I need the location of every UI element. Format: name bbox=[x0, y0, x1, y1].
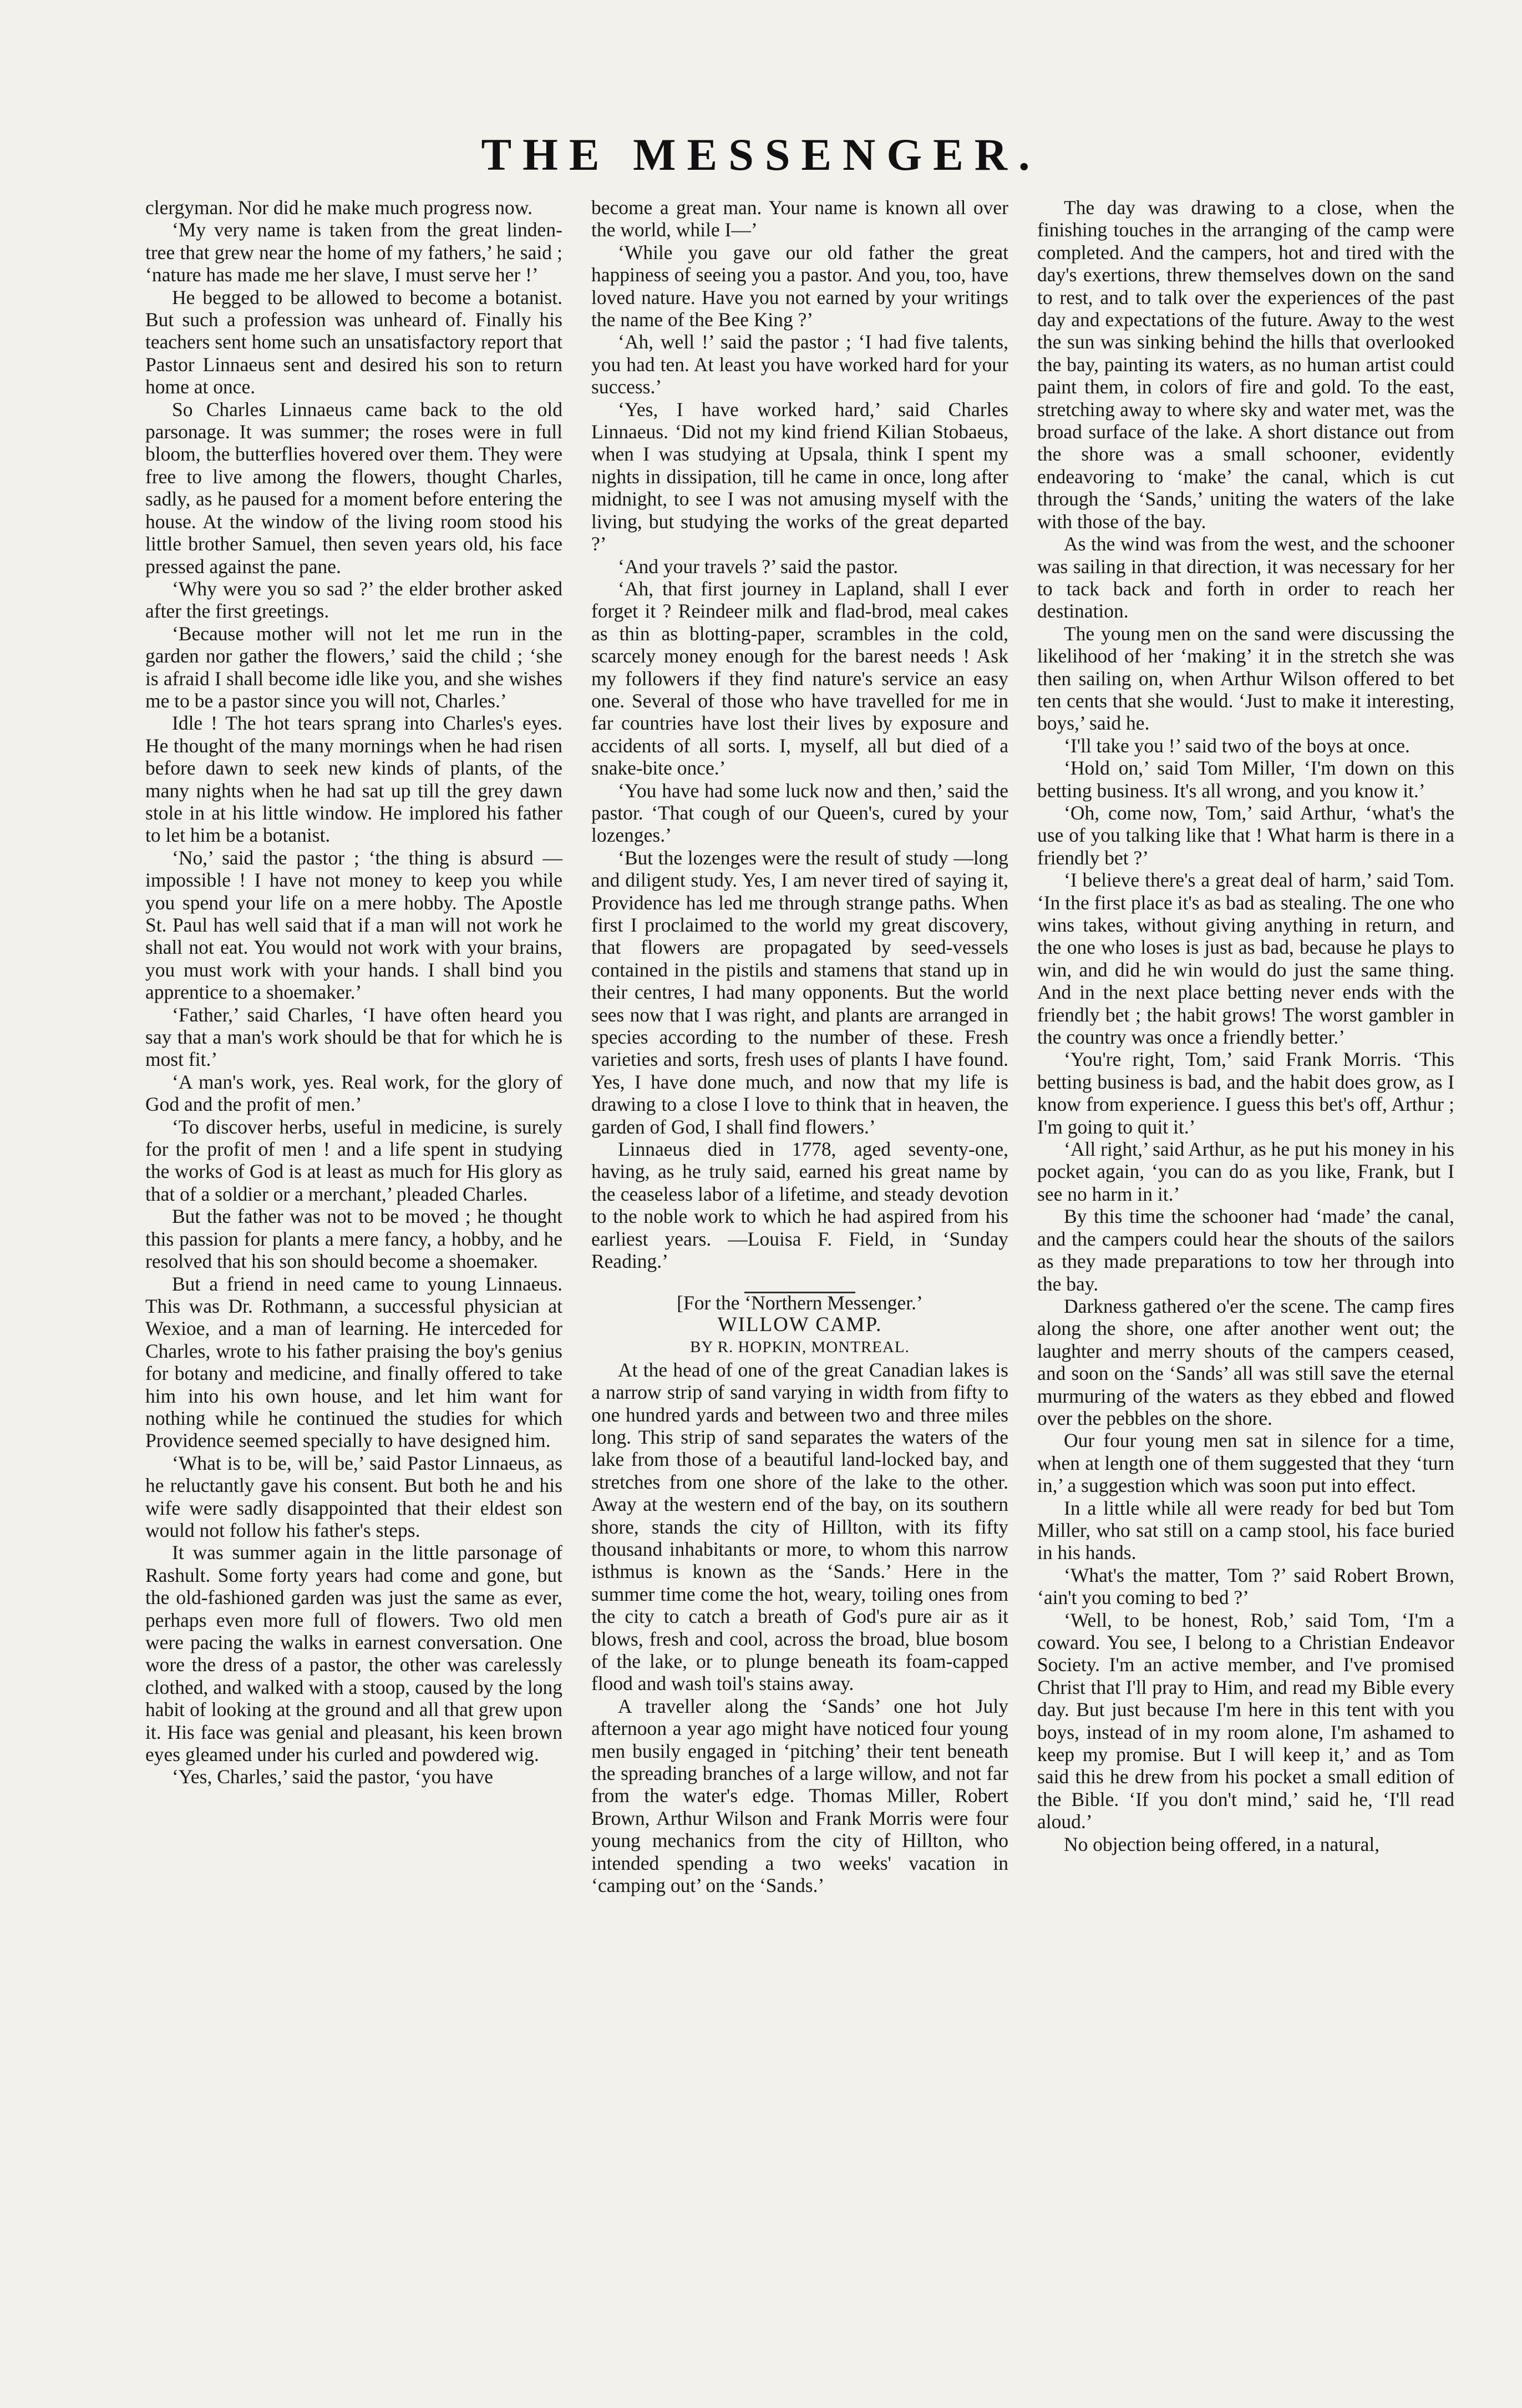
masthead: THE MESSENGER. bbox=[481, 129, 1041, 180]
paragraph: ‘You have had some luck now and then,’ said the pastor. ‘That cough of our Queen's, cured by your lozenges.’ bbox=[591, 779, 1008, 847]
paragraph: ‘Yes, Charles,’ said the pastor, ‘you have bbox=[172, 1765, 493, 1788]
paragraph: ‘While you gave our old father the great happiness of seeing you a pastor. And you, too, have loved nature. Have you not earned by your writings the name of the Bee King ?’ bbox=[591, 241, 1008, 331]
paragraph: ‘I'll take you !’ said two of the boys at once. bbox=[1064, 734, 1410, 757]
paragraph: As the wind was from the west, and the schooner was sailing in that direction, it was necessary for her to tack back and forth in order to reach her destination. bbox=[1037, 533, 1454, 623]
paragraph: ‘A man's work, yes. Real work, for the glory of God and the profit of men.’ bbox=[145, 1070, 562, 1116]
paragraph: ‘Why were you so sad ?’ the elder brother asked after the first greetings. bbox=[145, 577, 562, 623]
paragraph: ‘What is to be, will be,’ said Pastor Linnaeus, as he reluctantly gave his consent. But both he and his wife were sadly disappointed that their eldest son would not follow his father's steps. bbox=[145, 1451, 562, 1541]
paragraph: ‘To discover herbs, useful in medicine, is surely for the profit of men ! and a life spent in studying the works of God is at least as much for His glory as that of a soldier or a merchant,’ pleaded Charles. bbox=[145, 1115, 562, 1205]
paragraph: No objection being offered, in a natural, bbox=[1064, 1833, 1380, 1855]
paragraph: The day was drawing to a close, when the finishing touches in the arranging of the camp were completed. And the campers, hot and tired with the day's exertions, threw themselves down on the sand to rest, and to talk over the experiences of the past day and expectations of the future. Away to the west the sun was sinking behind the hills that overlooked the bay, painting its waters, as no human artist could paint them, in colors of fire and gold. To the east, stretching away to where sky and water met, was the broad surface of the lake. A short distance out from the shore was a small schooner, evidently endeavoring to ‘make’ the canal, which is cut through the ‘Sands,’ uniting the waters of the lake with those of the bay. bbox=[1037, 196, 1454, 533]
paragraph: ‘Father,’ said Charles, ‘I have often heard you say that a man's work should be that for which he is most fit.’ bbox=[145, 1003, 562, 1071]
paragraph: ‘You're right, Tom,’ said Frank Morris. ‘This betting business is bad, and the habit does grow, as I know from experience. I guess this bet's off, Arthur ; I'm going to quit it.’ bbox=[1037, 1048, 1454, 1138]
paragraph: ‘Hold on,’ said Tom Miller, ‘I'm down on this betting business. It's all wrong, and you know it.’ bbox=[1037, 757, 1454, 802]
paragraph: ‘Yes, I have worked hard,’ said Charles Linnaeus. ‘Did not my kind friend Kilian Stobaeus, when I was studying at Upsala, think I spent my nights in dissipation, till he came in once, long after midnight, to see I was not amusing myself with the living, but studying the works of the great departed ?’ bbox=[591, 398, 1008, 555]
paragraph: It was summer again in the little parsonage of Rashult. Some forty years had come and gone, but the old-fashioned garden was just the same as ever, perhaps even more full of flowers. Two old men were pacing the walks in earnest conversation. One wore the dress of a pastor, the other was carelessly clothed, and walked with a stoop, caused by the long habit of looking at the ground and all that grew upon it. His face was genial and pleasant, his keen brown eyes gleamed under his curled and powdered wig. bbox=[145, 1541, 562, 1766]
paragraph: He begged to be allowed to become a botanist. But such a profession was unheard of. Finally his teachers sent home such an unsatisfactory report that Pastor Linnaeus sent and desired his son to return home at once. bbox=[145, 286, 562, 398]
paragraph: ‘All right,’ said Arthur, as he put his money in his pocket again, ‘you can do as you like, Frank, but I see no harm in it.’ bbox=[1037, 1138, 1454, 1205]
paragraph: ‘What's the matter, Tom ?’ said Robert Brown, ‘ain't you coming to bed ?’ bbox=[1037, 1564, 1454, 1609]
paragraph: ‘Ah, well !’ said the pastor ; ‘I had five talents, you had ten. At least you have worked hard for your success.’ bbox=[591, 331, 1008, 398]
column-1 bbox=[145, 196, 562, 1788]
paragraph: ‘Because mother will not let me run in the garden nor gather the flowers,’ said the child ; ‘she is afraid I shall become idle like you, and she wishes me to be a pastor since you will not, Charles.’ bbox=[145, 622, 562, 712]
paragraph: The young men on the sand were discussing the likelihood of her ‘making’ it in the stretch she was then sailing on, when Arthur Wilson offered to bet ten cents that she would. ‘Just to make it interesting, boys,’ said he. bbox=[1037, 622, 1454, 735]
paragraph: ‘No,’ said the pastor ; ‘the thing is absurd —impossible ! I have not money to keep you while you spend your life on a mere hobby. The Apostle St. Paul has well said that if a man will not work he shall not eat. You would not work with your brains, you must work with your hands. I shall bind you apprentice to a shoemaker.’ bbox=[145, 846, 562, 1004]
byline: BY R. HOPKIN, MONTREAL. bbox=[690, 1338, 910, 1357]
paragraph: By this time the schooner had ‘made’ the canal, and the campers could hear the shouts of the sailors as they made preparations to tow her through into the bay. bbox=[1037, 1205, 1454, 1295]
paragraph: Darkness gathered o'er the scene. The camp fires along the shore, one after another went out; the laughter and merry shouts of the campers ceased, and soon on the ‘Sands’ all was still save the eternal murmuring of the waters as they ebbed and flowed over the pebbles on the shore. bbox=[1037, 1294, 1454, 1429]
paragraph: clergyman. Nor did he make much progress now. bbox=[145, 196, 532, 219]
paragraph: In a little while all were ready for bed but Tom Miller, who sat still on a camp stool, his face buried in his hands. bbox=[1037, 1496, 1454, 1564]
paragraph: ‘I believe there's a great deal of harm,’ said Tom. ‘In the first place it's as bad as stealing. The one who wins takes, without giving anything in return, and the one who loses is just as bad, because he plays to win, and did he win would do just the same thing. And in the next place betting never ends with the friendly bet ; the habit grows! The worst gambler in the country was once a friendly better.’ bbox=[1037, 869, 1454, 1049]
paragraph: But the father was not to be moved ; he thought this passion for plants a mere fancy, a hobby, and he resolved that his son should become a shoemaker. bbox=[145, 1205, 562, 1273]
paragraph: ‘Oh, come now, Tom,’ said Arthur, ‘what's the use of you talking like that ! What harm is there in a friendly bet ?’ bbox=[1037, 801, 1454, 869]
paragraph: ‘And your travels ?’ said the pastor. bbox=[618, 555, 899, 578]
section-divider bbox=[591, 1279, 1008, 1285]
source-note: [For the ‘Northern Messenger.’ bbox=[677, 1291, 923, 1314]
paragraph: A traveller along the ‘Sands’ one hot July afternoon a year ago might have noticed four young men busily engaged in ‘pitching’ their tent beneath the spreading branches of a large willow, and not far from the water's edge. Thomas Miller, Robert Brown, Arthur Wilson and Frank Morris were four young mechanics from the city of Hillton, who intended spending a two weeks' vacation in ‘camping out’ on the ‘Sands.’ bbox=[591, 1694, 1008, 1897]
paragraph: At the head of one of the great Canadian lakes is a narrow strip of sand varying in width from fifty to one hundred yards and between two and three miles long. This strip of sand separates the waters of the lake from those of a beautiful land-locked bay, and stretches from one shore of the lake to the other. Away at the western end of the bay, on its southern shore, stands the city of Hillton, with its fifty thousand inhabitants or more, to whom this narrow isthmus is known as the ‘Sands.’ Here in the summer time come the hot, weary, toiling ones from the city to catch a breath of God's pure air as it blows, fresh and cool, across the broad, blue bosom of the lake, or to plunge beneath its foam-capped flood and wash toil's stains away. bbox=[591, 1358, 1008, 1695]
paragraph: But a friend in need came to young Linnaeus. This was Dr. Rothmann, a successful physician at Wexioe, and a man of learning. He interceded for Charles, wrote to his father praising the boy's genius for botany and medicine, and finally offered to take him into his own house, and let him want for nothing while he continued the studies for which Providence seemed specially to have designed him. bbox=[145, 1272, 562, 1452]
paragraph: Our four young men sat in silence for a time, when at length one of them suggested that they ‘turn in,’ a suggestion which was soon put into effect. bbox=[1037, 1429, 1454, 1497]
paragraph: become a great man. Your name is known all over the world, while I—’ bbox=[591, 196, 1008, 241]
paragraph: Idle ! The hot tears sprang into Charles's eyes. He thought of the many mornings when he had risen before dawn to seek new kinds of plants, of the many nights when he had sat up till the grey dawn stole in at his little window. He implored his father to let him be a botanist. bbox=[145, 712, 562, 847]
paragraph: ‘Ah, that first journey in Lapland, shall I ever forget it ? Reindeer milk and flad-brod, meal cakes as thin as blotting-paper, scrambles in the cold, scarcely money enough for the barest needs ! Ask my followers if they find nature's service an easy one. Several of those who have travelled for me in far countries have lost their lives by exposure and accidents of all sorts. I, myself, all but died of a snake-bite once.’ bbox=[591, 577, 1008, 780]
column-2 bbox=[591, 196, 1008, 1896]
paragraph: Linnaeus died in 1778, aged seventy-one, having, as he truly said, earned his great name by the ceaseless labor of a lifetime, and steady devotion to the noble work to which he had aspired from his earliest years. —Louisa F. Field, in ‘Sunday Reading.’ bbox=[591, 1138, 1008, 1273]
column-3 bbox=[1037, 196, 1454, 1855]
paragraph: ‘My very name is taken from the great linden-tree that grew near the home of my fathers,’ he said ; ‘nature has made me her slave, I must serve her !’ bbox=[145, 219, 562, 286]
paragraph: So Charles Linnaeus came back to the old parsonage. It was summer; the roses were in full bloom, the butterflies hovered over them. They were free to live among the flowers, thought Charles, sadly, as he paused for a moment before entering the house. At the window of the living room stood his little brother Samuel, then seven years old, his face pressed against the pane. bbox=[145, 398, 562, 578]
article-title: WILLOW CAMP. bbox=[717, 1313, 882, 1336]
paragraph: ‘But the lozenges were the result of study —long and diligent study. Yes, I am never tired of saying it, Providence has led me through strange paths. When first I proclaimed to the world my great discovery, that flowers are propagated by seed-vessels contained in the pistils and stamens that stand up in their centres, I had many opponents. But the world sees now that I was right, and plants are arranged in species according to the number of these. Fresh varieties and sorts, fresh uses of plants I have found. Yes, I have done much, and now that my life is drawing to a close I love to think that in heaven, the garden of God, I shall find flowers.’ bbox=[591, 846, 1008, 1138]
paragraph: ‘Well, to be honest, Rob,’ said Tom, ‘I'm a coward. You see, I belong to a Christian Endeavor Society. I'm an active member, and I've promised Christ that I'll pray to Him, and read my Bible every day. But just because I'm here in this tent with you boys, instead of in my room alone, I'm ashamed to keep my promise. But I will keep it,’ and as Tom said this he drew from his pocket a small edition of the Bible. ‘If you don't mind,’ said he, ‘I'll read aloud.’ bbox=[1037, 1608, 1454, 1833]
